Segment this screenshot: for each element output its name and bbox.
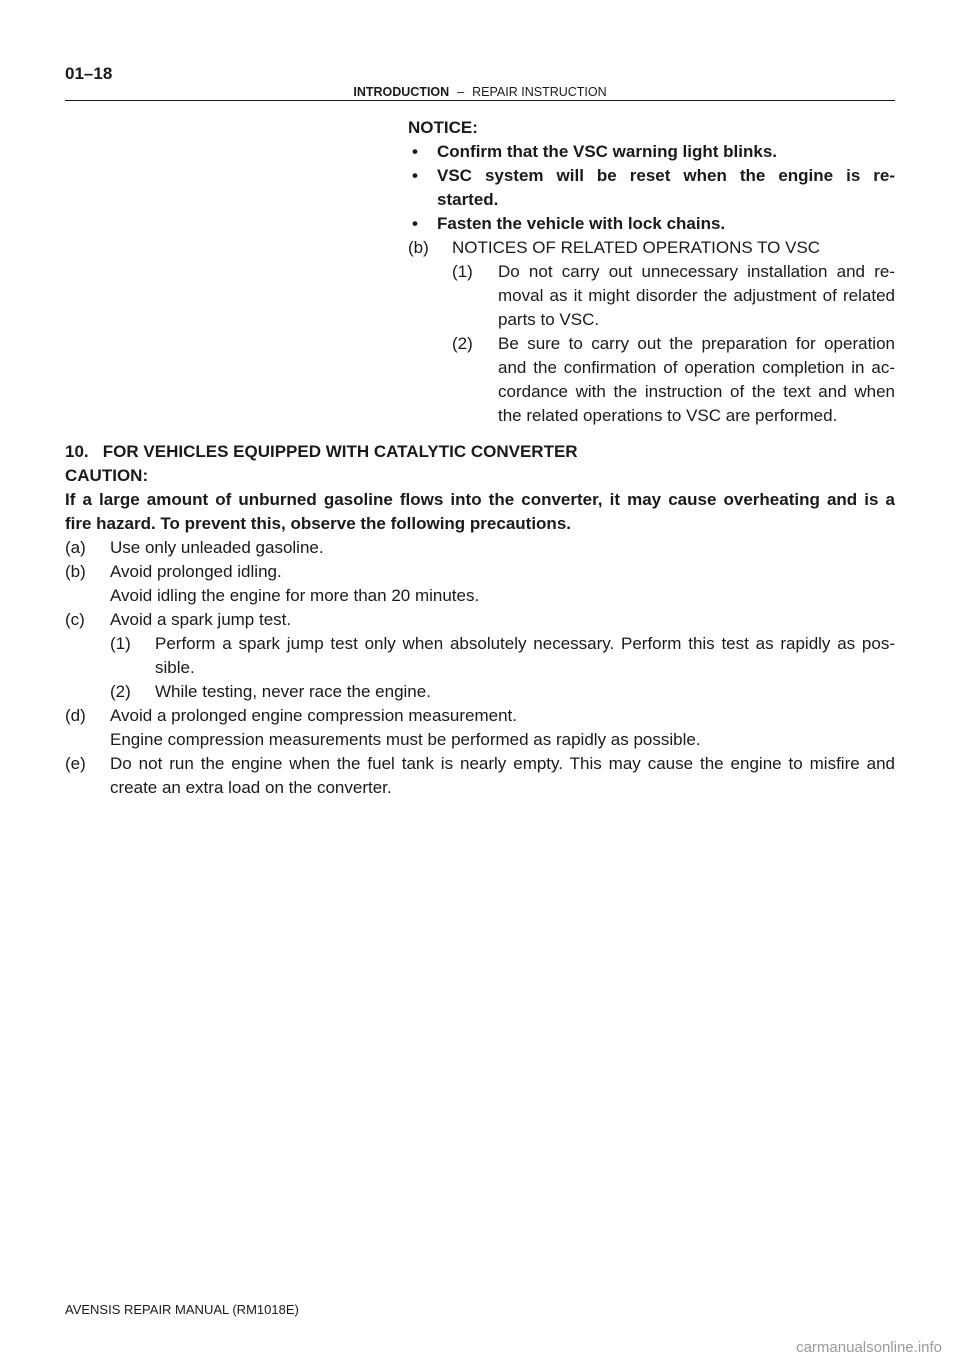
header-title [0,84,960,100]
notice-bullet-2: • [412,166,418,185]
item-b-marker: (b) [408,238,429,257]
page-number: 01–18 [65,64,113,83]
item-d-text: Avoid a prolonged engine compression measurement. [110,706,517,725]
item-b-1-line-2: moval as it might disorder the adjustment of related [498,286,895,305]
item-b-1-line-1: Do not carry out unnecessary installation and re- [498,262,895,281]
item-a-text: Use only unleaded gasoline. [110,538,324,557]
caution-line-2: fire hazard. To prevent this, observe the following precautions. [65,514,571,533]
notice-item-3: Fasten the vehicle with lock chains. [437,214,726,233]
item-d-marker: (d) [65,706,86,725]
header-subsection: REPAIR INSTRUCTION [472,85,607,99]
notice-item-2-line-2: started. [437,190,499,209]
header-divider [65,100,895,101]
item-c-1-line-1: Perform a spark jump test only when absolutely necessary. Perform this test as rapidly as pos- [155,634,895,653]
watermark: carmanualsonline.info [796,1339,942,1356]
notice-label: NOTICE: [408,118,478,137]
item-b2-marker: (b) [65,562,86,581]
item-a-marker: (a) [65,538,86,557]
item-e-line-2: create an extra load on the converter. [110,778,392,797]
caution-label: CAUTION: [65,466,149,485]
item-b-2-line-3: cordance with the instruction of the text and when [498,382,895,401]
notice-item-2-line-1: VSC system will be reset when the engine is re- [437,166,895,185]
item-c-2-marker: (2) [110,682,131,701]
item-c-text: Avoid a spark jump test. [110,610,292,629]
item-c-1-line-2: sible. [155,658,195,677]
item-c-2-text: While testing, never race the engine. [155,682,431,701]
item-b-2-line-4: the related operations to VSC are performed. [498,406,838,425]
item-b-1-marker: (1) [452,262,473,281]
footer-manual-id: AVENSIS REPAIR MANUAL (RM1018E) [65,1302,299,1317]
notice-bullet-1: • [412,142,418,161]
header-dash: – [457,85,465,99]
section-10-heading: 10. FOR VEHICLES EQUIPPED WITH CATALYTIC CONVERTER [65,442,578,461]
item-b-1-line-3: parts to VSC. [498,310,600,329]
notice-bullet-3: • [412,214,418,233]
item-b-2-line-2: and the confirmation of operation completion in ac- [498,358,895,377]
item-d-detail: Engine compression measurements must be performed as rapidly as possible. [110,730,701,749]
item-b2-detail: Avoid idling the engine for more than 20 minutes. [110,586,480,605]
item-b2-text: Avoid prolonged idling. [110,562,282,581]
item-c-marker: (c) [65,610,85,629]
item-b-2-marker: (2) [452,334,473,353]
item-e-marker: (e) [65,754,86,773]
header-section: INTRODUCTION [353,85,450,99]
notice-item-1: Confirm that the VSC warning light blinks. [437,142,778,161]
item-e-line-1: Do not run the engine when the fuel tank is nearly empty. This may cause the engine to misfire and [110,754,895,773]
item-b-2-line-1: Be sure to carry out the preparation for operation [498,334,895,353]
caution-line-1: If a large amount of unburned gasoline flows into the converter, it may cause overheating and is a [65,490,895,509]
item-b-title: NOTICES OF RELATED OPERATIONS TO VSC [452,238,821,257]
item-c-1-marker: (1) [110,634,131,653]
